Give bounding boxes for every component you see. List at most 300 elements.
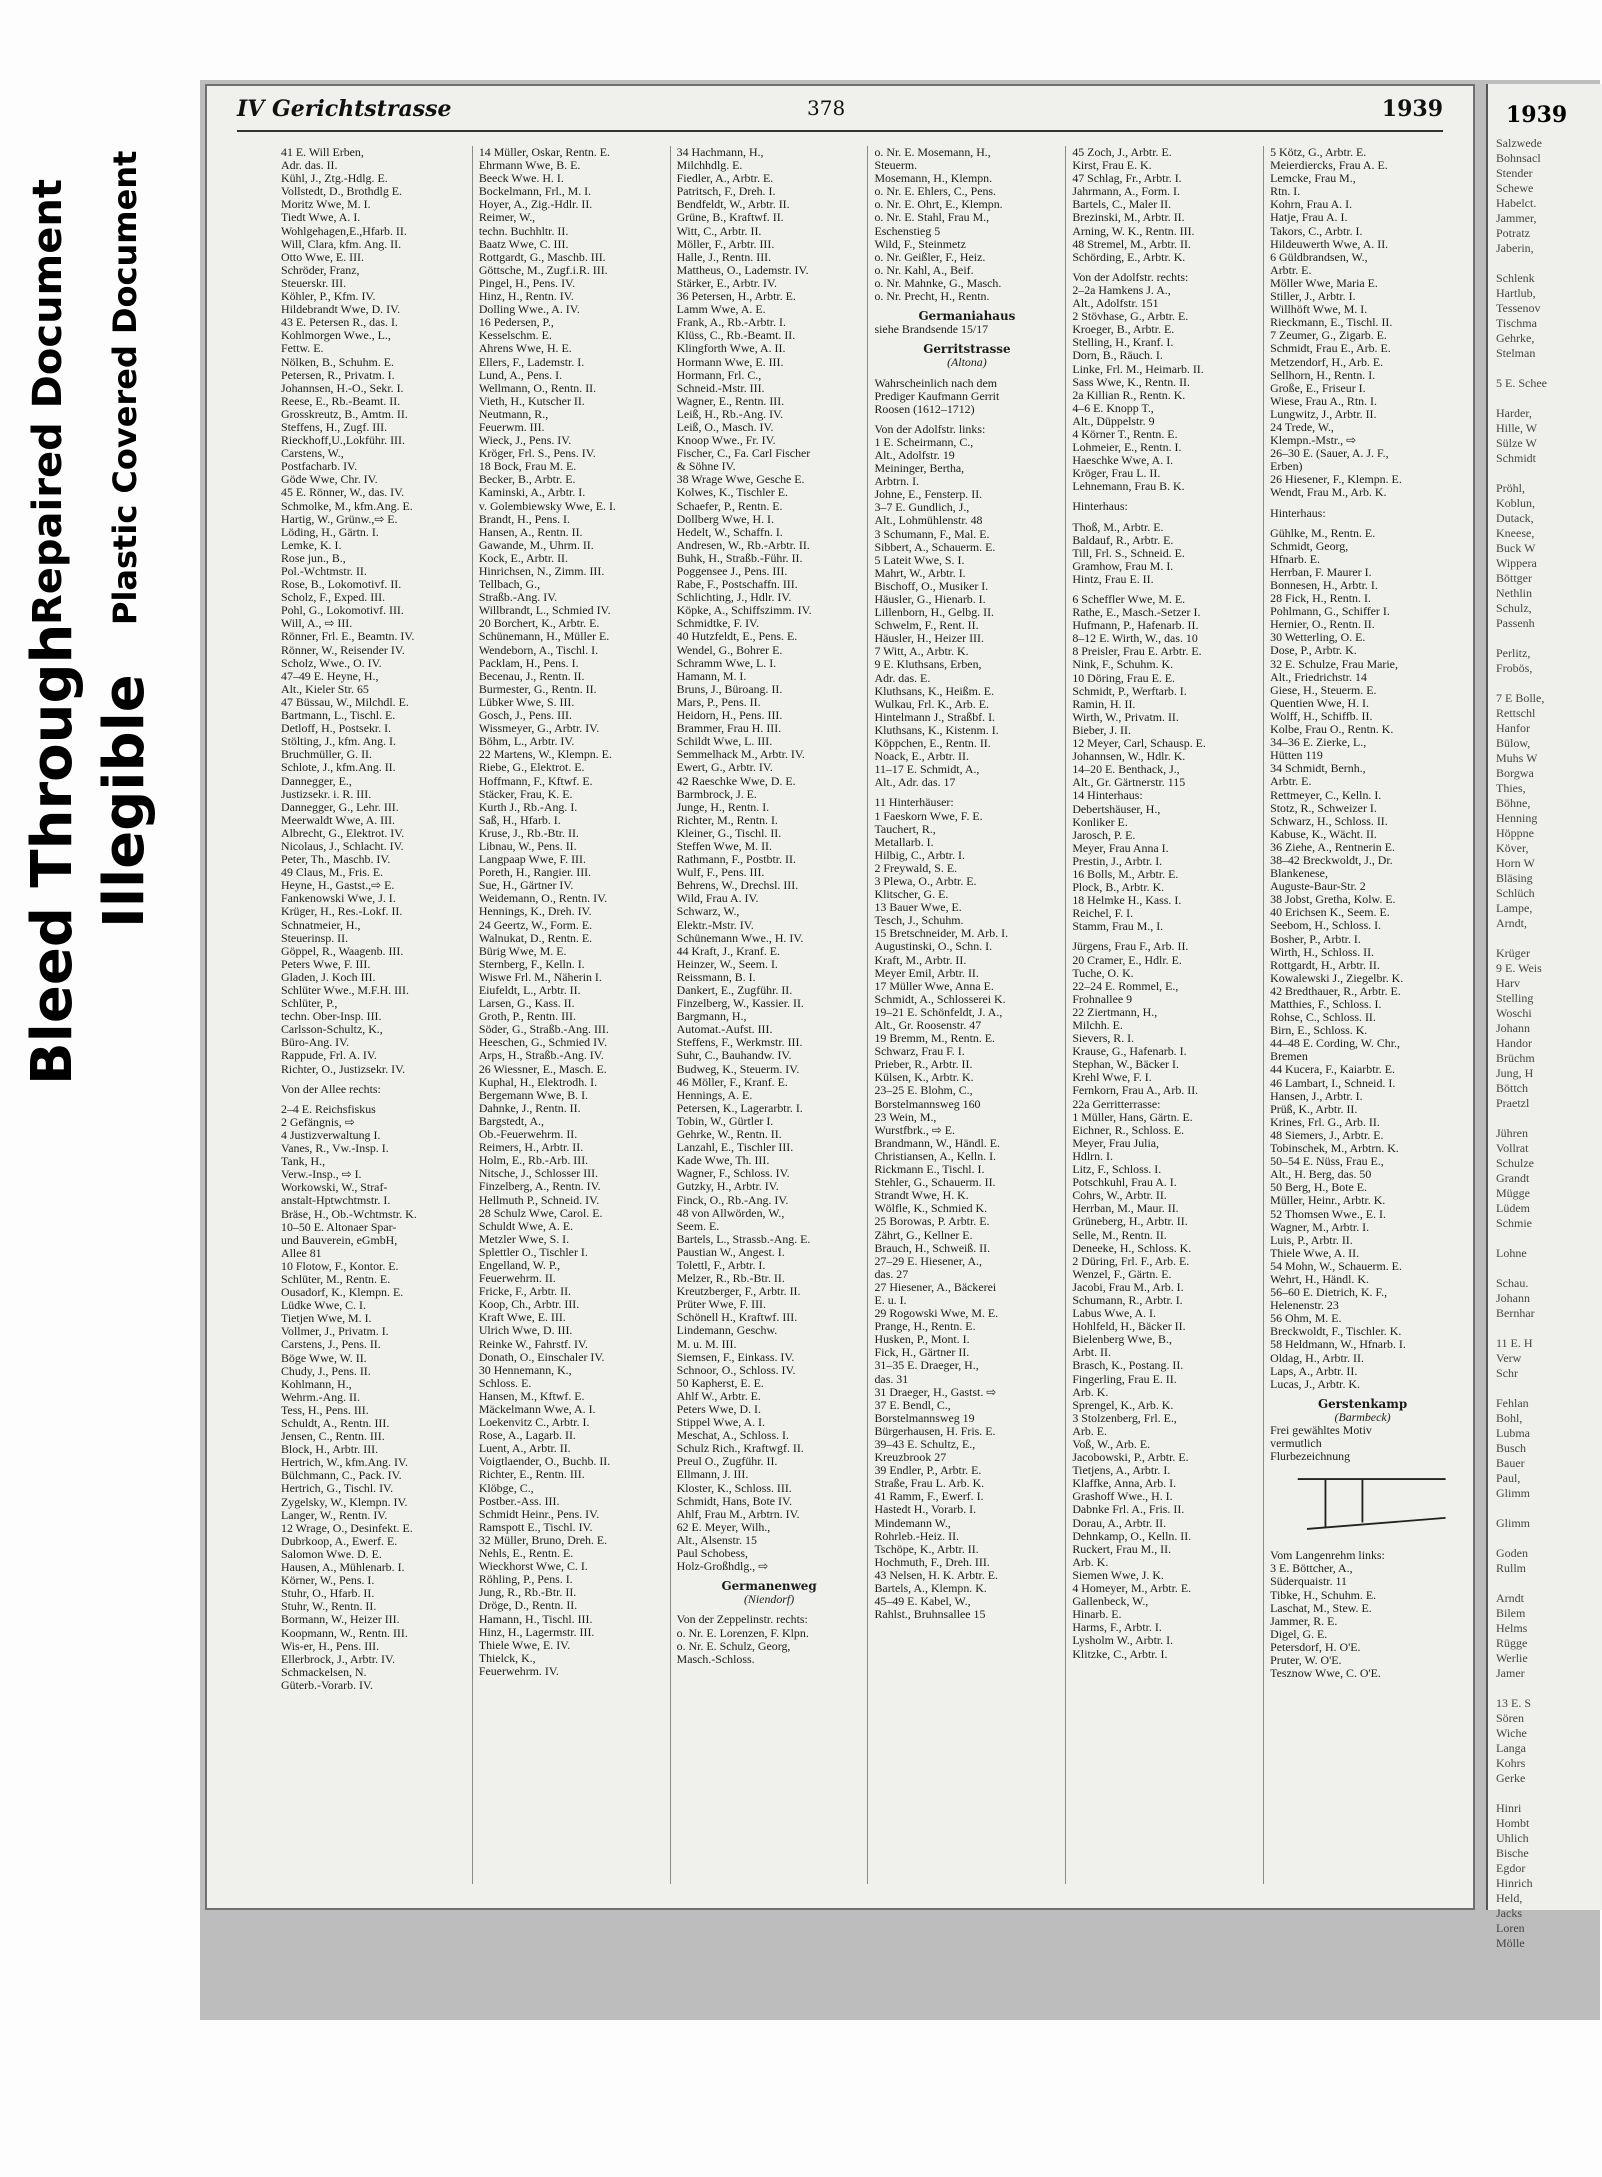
directory-entry: Hernier, O., Rentn. II. xyxy=(1270,617,1375,632)
directory-entry: Tobinschek, M., Arbtrn. K. xyxy=(1270,1141,1399,1156)
directory-entry: Alt., Alsenstr. 15 xyxy=(676,1532,757,1547)
neighbor-line: Jung, H xyxy=(1496,1066,1534,1080)
directory-entry: 26 Hiesener, F., Klempn. E. xyxy=(1270,472,1402,487)
directory-entry: 38 Jobst, Gretha, Kolw. E. xyxy=(1270,892,1396,907)
directory-entry: 10 Döring, Frau E. E. xyxy=(1072,670,1176,685)
directory-entry: 50–54 E. Nüss, Frau E., xyxy=(1270,1154,1384,1169)
directory-entry: Preul O., Zugführ. II. xyxy=(676,1454,778,1469)
directory-entry: Becker, B., Arbtr. E. xyxy=(478,472,576,487)
directory-entry: Finzelberg, W., Kassier. II. xyxy=(676,996,804,1011)
directory-entry: Hedelt, W., Schaffn. I. xyxy=(676,524,783,539)
column-4 xyxy=(868,146,1066,1884)
directory-entry: Schulz Rich., Kraftwgf. II. xyxy=(676,1441,804,1456)
neighbor-line: Bläsing xyxy=(1496,871,1533,885)
directory-entry: Chudy, J., Pens. II. xyxy=(281,1363,371,1378)
directory-entry: Große, E., Friseur I. xyxy=(1270,380,1366,395)
directory-entry: 2 Freywald, S. E. xyxy=(874,860,958,875)
directory-entry: Vollmer, J., Privatm. I. xyxy=(281,1324,389,1339)
directory-entry: Scholz, Wwe., O. IV. xyxy=(281,655,382,670)
directory-entry: E. u. I. xyxy=(874,1292,907,1307)
directory-entry: Richter, O., Justizsekr. IV. xyxy=(281,1061,406,1076)
directory-entry: Mars, P., Pens. II. xyxy=(676,694,761,709)
directory-entry: Holm, E., Rb.-Arb. III. xyxy=(478,1153,589,1168)
directory-entry: Stäcker, Frau, K. E. xyxy=(478,786,573,801)
neighbor-line: Gerke xyxy=(1496,1771,1526,1785)
directory-entry: Jensen, C., Rentn. III. xyxy=(281,1429,385,1444)
directory-entry: Kraft, M., Arbtr. II. xyxy=(874,952,967,967)
directory-entry: Rappude, Frl. A. IV. xyxy=(281,1048,377,1063)
directory-entry: Hohlfeld, H., Bäcker II. xyxy=(1072,1319,1186,1334)
directory-entry: Häusler, H., Heizer III. xyxy=(874,631,984,646)
neighbor-line: Tessenov xyxy=(1496,301,1541,315)
directory-entry: 16 Pedersen, P., xyxy=(478,315,554,330)
directory-entry: Gutzky, H., Arbtr. IV. xyxy=(676,1179,779,1194)
directory-entry: Stiller, J., Arbtr. I. xyxy=(1270,289,1356,304)
directory-entry: Bielenberg Wwe, B., xyxy=(1072,1332,1172,1347)
directory-entry: Jammer, R. E. xyxy=(1270,1613,1338,1628)
directory-entry: 26 Wiessner, E., Masch. E. xyxy=(478,1061,607,1076)
directory-entry: 22a Gerritterrasse: xyxy=(1072,1096,1161,1111)
directory-entry: 47–49 E. Heyne, H., xyxy=(281,668,379,683)
directory-entry: Kade Wwe, Th. III. xyxy=(676,1153,770,1168)
directory-entry: Mäckelmann Wwe, A. I. xyxy=(478,1402,596,1416)
directory-entry: Bruchmüller, G. II. xyxy=(281,747,372,762)
directory-entry: Gosch, J., Pens. III. xyxy=(478,708,572,723)
directory-entry: Büro-Ang. IV. xyxy=(281,1035,350,1050)
directory-entry: Rottgardt, H., Arbtr. II. xyxy=(1270,957,1380,972)
directory-entry: Schlüter, P., xyxy=(281,996,338,1011)
directory-entry: Meschat, A., Schloss. I. xyxy=(676,1428,789,1443)
directory-entry: Schnoor, O., Schloss. IV. xyxy=(676,1362,796,1377)
directory-entry: 50 Kapherst, E. E. xyxy=(676,1375,764,1390)
directory-entry: Workowski, W., Straf- xyxy=(281,1180,388,1195)
directory-entry: Rose jun., B., xyxy=(281,550,346,565)
directory-entry: Güterb.-Vorarb. IV. xyxy=(281,1677,374,1692)
page-header xyxy=(237,96,1443,126)
directory-entry: Milchhdlg. E. xyxy=(676,158,743,173)
directory-entry: Hinterhaus: xyxy=(1072,499,1128,514)
directory-entry: Melzer, R., Rb.-Btr. II. xyxy=(676,1271,785,1286)
directory-entry: Willbrandt, L., Schmied IV. xyxy=(478,603,611,618)
directory-entry: Brandt, H., Pens. I. xyxy=(478,511,570,526)
directory-entry: 56 Ohm, M. E. xyxy=(1270,1311,1342,1326)
directory-entry: Nicolaus, J., Schlacht. IV. xyxy=(281,838,404,853)
directory-entry: Heeschen, G., Schmied IV. xyxy=(478,1035,608,1050)
directory-entry: Donath, O., Einschaler IV. xyxy=(478,1349,605,1364)
directory-entry: Thoß, M., Arbtr. E. xyxy=(1072,519,1164,534)
directory-entry: 43 E. Petersen R., das. I. xyxy=(281,315,398,330)
directory-entry: 3 Stolzenberg, Frl. E., xyxy=(1072,1410,1177,1425)
directory-entry: Pol.-Wchtmstr. II. xyxy=(281,564,367,578)
directory-entry: 38–42 Breckwoldt, J., Dr. xyxy=(1270,852,1393,867)
directory-entry: Zährt, G., Kellner E. xyxy=(874,1227,973,1242)
directory-entry: Matthies, F., Schloss. I. xyxy=(1270,997,1382,1011)
directory-entry: Müller, Heinr., Arbtr. K. xyxy=(1270,1193,1386,1208)
directory-entry: 1 Faeskorn Wwe, F. E. xyxy=(874,808,983,823)
directory-entry: Bartels, A., Klempn. K. xyxy=(874,1581,987,1596)
directory-entry: Ahlf, Frau M., Arbtrn. IV. xyxy=(676,1506,800,1521)
directory-entry: 24 Trede, W., xyxy=(1270,419,1334,434)
neighbor-line: Bilem xyxy=(1496,1606,1526,1620)
directory-entry: Von der Adolfstr. rechts: xyxy=(1072,269,1189,284)
neighbor-line: Schr xyxy=(1496,1366,1518,1380)
directory-entry: Junge, H., Rentn. I. xyxy=(676,799,770,814)
directory-entry: Bülchmann, C., Pack. IV. xyxy=(281,1468,402,1483)
directory-entry: 9 E. Kluthsans, Erben, xyxy=(874,657,982,672)
label-bleed-through: Bleed Through xyxy=(20,623,85,1085)
directory-entry: Eschenstieg 5 xyxy=(874,223,941,238)
directory-entry: Wiese, Frau A., Rtn. I. xyxy=(1270,393,1377,408)
directory-entry: Laps, A., Arbtr. II. xyxy=(1270,1363,1358,1378)
directory-entry: Kohrn, Frau A. I. xyxy=(1270,197,1353,212)
directory-entry: Dehnkamp, O., Kelln. II. xyxy=(1072,1528,1192,1543)
directory-entry: Rahlst., Bruhnsallee 15 xyxy=(874,1607,986,1622)
directory-entry: Becenau, J., Rentn. II. xyxy=(478,668,585,683)
directory-entry: Bargstedt, A., xyxy=(478,1113,545,1128)
directory-entry: Meyer, Frau Anna I. xyxy=(1072,840,1169,855)
directory-entry: Bräse, H., Ob.-Wchtmstr. K. xyxy=(281,1206,417,1221)
directory-entry: Fernkorn, Frau A., Arb. II. xyxy=(1072,1083,1199,1098)
directory-entry: 4 Homeyer, M., Arbtr. E. xyxy=(1072,1581,1192,1596)
directory-entry: Otto Wwe, E. III. xyxy=(281,249,364,264)
directory-entry: Petersen, K., Lagerarbtr. I. xyxy=(676,1100,803,1115)
directory-entry: 41 E. Will Erben, xyxy=(281,145,364,159)
neighbor-line xyxy=(1488,391,1602,406)
directory-entry: Moritz Wwe, M. I. xyxy=(281,197,371,212)
directory-entry: 11–17 E. Schmidt, A., xyxy=(874,762,980,777)
directory-entry: Schaefer, P., Rentn. E. xyxy=(676,498,783,513)
neighbor-line: Langa xyxy=(1496,1741,1526,1755)
directory-entry: Reinke W., Fahrstf. IV. xyxy=(478,1336,588,1351)
directory-entry: Hellmuth P., Schneid. IV. xyxy=(478,1192,600,1207)
directory-entry: Bürig Wwe, M. E. xyxy=(478,943,567,958)
directory-entry: 39 Endler, P., Arbtr. E. xyxy=(874,1463,982,1478)
directory-entry: Breckwoldt, F., Tischler. K. xyxy=(1270,1324,1402,1339)
directory-entry: o. Nr. E. Schulz, Georg, xyxy=(676,1638,791,1653)
neighbor-line: 9 E. Weis xyxy=(1496,961,1542,975)
directory-entry: Lysholm W., Arbtr. I. xyxy=(1072,1633,1174,1648)
directory-entry: Adr. das. E. xyxy=(874,670,931,685)
directory-entry: v. Golembiewsky Wwe, E. I. xyxy=(478,498,616,513)
directory-entry: Rickmann E., Tischl. I. xyxy=(874,1162,985,1177)
directory-entry: Alt., Adolfstr. 151 xyxy=(1072,296,1159,311)
directory-entry: Lübker Wwe, S. III. xyxy=(478,694,575,709)
directory-entry: Thiele Wwe, E. IV. xyxy=(478,1637,571,1652)
directory-entry: Fiedler, A., Arbtr. E. xyxy=(676,171,774,186)
directory-entry: Lindemann, Geschw. xyxy=(676,1323,778,1338)
directory-entry: Gramhow, Frau M. I. xyxy=(1072,558,1174,573)
directory-entry: Meierdiercks, Frau A. E. xyxy=(1270,158,1388,173)
neighbor-line: Woschi xyxy=(1496,1006,1532,1020)
directory-entry: Schramm Wwe, L. I. xyxy=(676,655,777,670)
directory-entry: Till, Frl. S., Schneid. E. xyxy=(1072,545,1185,560)
directory-entry: Alt., H. Berg, das. 50 xyxy=(1270,1167,1372,1182)
directory-entry: Andresen, W., Rb.-Arbtr. II. xyxy=(676,537,810,552)
directory-entry: 50 Berg, H., Bote E. xyxy=(1270,1180,1368,1195)
directory-entry: Rathe, E., Masch.-Setzer I. xyxy=(1072,605,1201,620)
directory-entry: Vollstedt, D., Brothdlg E. xyxy=(281,184,403,199)
directory-entry: Bockelmann, Frl., M. I. xyxy=(478,184,592,199)
neighbor-line: Arndt xyxy=(1496,1591,1524,1605)
directory-entry: Richter, M., Rentn. I. xyxy=(676,812,778,827)
directory-entry: Hansen, J., Arbtr. I. xyxy=(1270,1088,1363,1103)
directory-entry: 8–12 E. Wirth, W., das. 10 xyxy=(1072,631,1198,646)
neighbor-line: Krüger xyxy=(1496,946,1530,960)
directory-entry: Ahlf W., Arbtr. E. xyxy=(676,1388,761,1403)
directory-entry: 31–35 E. Draeger, H., xyxy=(874,1358,979,1373)
directory-entry: Masch.-Schloss. xyxy=(676,1651,755,1666)
neighbor-line: Goden xyxy=(1496,1546,1528,1560)
directory-entry: Lucas, J., Arbtr. K. xyxy=(1270,1376,1360,1391)
directory-entry: Schnatmeier, H., xyxy=(281,917,361,932)
neighbor-line: Borgwa xyxy=(1496,766,1534,780)
directory-entry: o. Nr. Precht, H., Rentn. xyxy=(874,289,990,304)
directory-entry: Lamm Wwe, A. E. xyxy=(676,302,766,317)
directory-entry: 1 Müller, Hans, Gärtn. E. xyxy=(1072,1109,1193,1124)
directory-entry: 8 Preisler, Frau E. Arbtr. E. xyxy=(1072,644,1202,659)
directory-entry: Tschöpe, K., Arbtr. II. xyxy=(874,1541,979,1556)
directory-entry: Hansen, A., Rentn. II. xyxy=(478,524,583,539)
directory-entry: Wölfle, K., Schmied K. xyxy=(874,1201,988,1216)
directory-entry: Loekenvitz C., Arbtr. I. xyxy=(478,1415,590,1430)
directory-entry: Möller Wwe, Maria E. xyxy=(1270,275,1378,290)
directory-entry: Hinrichsen, N., Zimm. III. xyxy=(478,564,605,578)
directory-entry: Larsen, G., Kass. II. xyxy=(478,996,575,1011)
directory-entry: Straße, Frau L. Arb. K. xyxy=(874,1476,985,1491)
page-number: 378 xyxy=(807,96,846,120)
directory-entry: Wehrt, H., Händl. K. xyxy=(1270,1271,1369,1286)
directory-entry: Plock, B., Arbtr. K. xyxy=(1072,880,1165,895)
directory-entry: 7 Witt, A., Arbtr. K. xyxy=(874,644,969,659)
directory-entry: Kolwes, K., Tischler E. xyxy=(676,485,788,500)
directory-entry: Ramin, H. II. xyxy=(1072,696,1136,711)
neighbor-line: Kneese, xyxy=(1496,526,1535,540)
directory-entry: 27–29 E. Hiesener, A., xyxy=(874,1253,982,1268)
directory-entry: 36 Ziehe, A., Rentnerin E. xyxy=(1270,839,1395,854)
directory-entry: Scholz, F., Exped. III. xyxy=(281,590,386,605)
directory-entry: Wahrscheinlich nach dem xyxy=(874,375,998,390)
directory-entry: (Barmbeck) xyxy=(1334,1409,1391,1424)
directory-entry: Steffens, H., Zugf. III. xyxy=(281,419,388,434)
neighbor-line: Schmie xyxy=(1496,1216,1532,1230)
neighbor-line: Bohnsacl xyxy=(1496,151,1541,165)
directory-entry: 46 Möller, F., Kranf. E. xyxy=(676,1074,788,1089)
directory-entry: Külsen, K., Arbtr. K. xyxy=(874,1070,974,1085)
directory-entry: 45 E. Rönner, W., das. IV. xyxy=(281,485,405,500)
neighbor-line: Uhlich xyxy=(1496,1831,1529,1845)
directory-entry: Elektr.-Mstr. IV. xyxy=(676,917,754,932)
directory-entry: Hildeuwerth Wwe, A. II. xyxy=(1270,236,1389,251)
directory-entry: Stotz, R., Schweizer I. xyxy=(1270,800,1377,815)
directory-entry: 47 Büssau, W., Milchdl. E. xyxy=(281,694,409,709)
directory-entry: Bormann, W., Heizer III. xyxy=(281,1612,400,1627)
neighbor-line xyxy=(1488,361,1602,376)
directory-entry: 4 Körner T., Rentn. E. xyxy=(1072,426,1178,441)
directory-entry: Selle, M., Rentn. II. xyxy=(1072,1227,1167,1242)
directory-entry: Hastedt H., Vorarb. I. xyxy=(874,1502,977,1517)
directory-entry: Debertshäuser, H., xyxy=(1072,801,1161,816)
directory-entry: das. 27 xyxy=(874,1266,909,1281)
directory-entry: Prestin, J., Arbtr. I. xyxy=(1072,853,1163,868)
directory-entry: Herrban, M., Maur. II. xyxy=(1072,1201,1179,1216)
neighbor-line: Dutack, xyxy=(1496,511,1534,525)
directory-entry: Kraft Wwe, E. III. xyxy=(478,1310,566,1325)
neighbor-line: Stelman xyxy=(1496,346,1536,360)
directory-entry: Gühlke, M., Rentn. E. xyxy=(1270,525,1376,540)
directory-entry: Flurbezeichnung xyxy=(1270,1449,1351,1464)
directory-entry: Wagner, E., Rentn. III. xyxy=(676,393,785,408)
directory-entry: Tiedt Wwe, A. I. xyxy=(281,210,361,225)
directory-entry: Rohse, C., Schloss. II. xyxy=(1270,1010,1376,1025)
directory-entry: Alt., Gr. Gärtnerstr. 115 xyxy=(1072,775,1186,790)
directory-entry: Wellmann, O., Rentn. II. xyxy=(478,380,597,395)
directory-entry: Nehls, E., Rentn. E. xyxy=(478,1546,574,1561)
directory-entry: Harms, F., Arbtr. I. xyxy=(1072,1620,1162,1635)
directory-entry: Johannsen, W., Hdlr. K. xyxy=(1072,749,1186,764)
street-heading: Gerritstrasse xyxy=(923,342,1011,357)
directory-entry: Prieber, R., Arbtr. II. xyxy=(874,1057,973,1072)
directory-entry: Grüne, B., Kraftwf. II. xyxy=(676,210,784,225)
neighbor-line: Böttger xyxy=(1496,571,1532,585)
directory-entry: Eiufeldt, L., Arbtr. II. xyxy=(478,983,581,997)
directory-entry: Alt., Adolfstr. 19 xyxy=(874,447,955,462)
neighbor-line: Tischma xyxy=(1496,316,1537,330)
directory-entry: Stelling, H., Kranf. I. xyxy=(1072,335,1174,350)
directory-entry: Stuhr, O., Hfarb. II. xyxy=(281,1586,375,1601)
directory-entry: Richter, E., Rentn. III. xyxy=(478,1467,585,1482)
directory-entry: Stölting, J., kfm. Ang. I. xyxy=(281,734,396,749)
directory-entry: Auguste-Baur-Str. 2 xyxy=(1270,879,1366,894)
directory-entry: 3 Schumann, F., Mal. E. xyxy=(874,526,990,541)
directory-entry: 14 Müller, Oskar, Rentn. E. xyxy=(478,145,610,159)
directory-entry: Stehler, G., Schauerm. II. xyxy=(874,1175,996,1190)
directory-entry: Tolettl, F., Arbtr. I. xyxy=(676,1257,766,1272)
directory-entry: Schünemann, H., Müller E. xyxy=(478,629,610,644)
directory-entry: 14–20 E. Benthack, J., xyxy=(1072,762,1180,777)
directory-entry: Patritsch, F., Dreh. I. xyxy=(676,184,776,199)
directory-entry: Finck, O., Rb.-Ang. IV. xyxy=(676,1192,789,1207)
directory-entry: Ob.-Feuerwehrm. II. xyxy=(478,1127,578,1142)
directory-entry: Arps, H., Straßb.-Ang. IV. xyxy=(478,1048,604,1063)
directory-entry: Schünemann Wwe., H. IV. xyxy=(676,930,804,945)
neighbor-line: Gehrke, xyxy=(1496,331,1535,345)
directory-entry: Lohmeier, E., Rentn. I. xyxy=(1072,440,1182,455)
directory-entry: Tank, H., xyxy=(281,1154,326,1169)
directory-entry: Bartmann, L., Tischl. E. xyxy=(281,708,396,723)
directory-entry: Frank, A., Rb.-Arbtr. I. xyxy=(676,315,786,330)
directory-entry: siehe Brandsende 15/17 xyxy=(874,322,989,337)
directory-entry: 23–25 E. Blohm, C., xyxy=(874,1083,973,1098)
directory-entry: Schröder, Franz, xyxy=(281,262,360,277)
neighbor-line: Köver, xyxy=(1496,841,1529,855)
neighbor-line xyxy=(1488,1531,1602,1546)
directory-entry: Jahrmann, A., Form. I. xyxy=(1072,184,1180,199)
directory-entry: Hartig, W., Grünw.,⇨ E. xyxy=(281,511,398,526)
neighbor-line: Böttch xyxy=(1496,1081,1528,1095)
neighbor-line: Rettschl xyxy=(1496,706,1536,720)
directory-entry: Hinz, H., Lagermstr. III. xyxy=(478,1624,595,1639)
header-rule xyxy=(237,130,1443,132)
directory-entry: Alt., Kieler Str. 65 xyxy=(281,681,369,696)
directory-entry: Hausen, A., Mühlenarb. I. xyxy=(281,1560,405,1575)
directory-entry: 32 Müller, Bruno, Dreh. E. xyxy=(478,1532,608,1547)
directory-entry: Göttsche, M., Zugf.i.R. III. xyxy=(478,262,608,277)
directory-entry: Ramspott E., Tischl. IV. xyxy=(478,1519,593,1534)
neighbor-line: Jacks xyxy=(1496,1906,1522,1920)
directory-entry: 16 Bolls, M., Arbtr. E. xyxy=(1072,866,1179,881)
directory-entry: Prange, H., Rentn. E. xyxy=(874,1319,976,1334)
directory-entry: Strandt Wwe, H. K. xyxy=(874,1188,969,1203)
directory-entry: Oldag, H., Arbtr. II. xyxy=(1270,1350,1364,1365)
directory-entry: Dorau, A., Arbtr. II. xyxy=(1072,1515,1167,1530)
directory-entry: Köhler, P., Kfm. IV. xyxy=(281,289,376,304)
directory-entry: Rtn. I. xyxy=(1270,184,1301,199)
directory-entry: 10 Flotow, F., Kontor. E. xyxy=(281,1258,399,1273)
directory-entry: das. 31 xyxy=(874,1371,909,1386)
directory-entry: Schmolke, M., kfm.Ang. E. xyxy=(281,498,413,513)
neighbor-line: Stelling xyxy=(1496,991,1534,1005)
directory-entry: Jürgens, Frau F., Arb. II. xyxy=(1072,939,1189,954)
directory-entry: Ousadorf, K., Klempn. E. xyxy=(281,1285,404,1300)
neighbor-line: Schlenk xyxy=(1496,271,1535,285)
directory-entry: Petersen, R., Privatm. I. xyxy=(281,367,395,382)
directory-entry: Herrban, F. Maurer I. xyxy=(1270,564,1372,579)
directory-entry: Hintelmann J., Straßbf. I. xyxy=(874,709,996,724)
neighbor-line xyxy=(1488,1786,1602,1801)
directory-entry: Ulrich Wwe, D. III. xyxy=(478,1323,573,1338)
neighbor-line: Rügge xyxy=(1496,1636,1528,1650)
directory-entry: Wiswe Frl. M., Näherin I. xyxy=(478,969,602,984)
directory-entry: Noack, E., Arbtr. II. xyxy=(874,749,969,764)
directory-entry: Zygelsky, W., Klempn. IV. xyxy=(281,1494,408,1509)
directory-entry: 23 Wein, M., xyxy=(874,1109,937,1124)
directory-entry: Seebom, H., Schloss. I. xyxy=(1270,918,1382,933)
neighbor-line: Muhs W xyxy=(1496,751,1538,765)
directory-entry: Allee 81 xyxy=(281,1245,322,1260)
directory-entry: Borstelmannsweg 19 xyxy=(874,1410,975,1425)
directory-entry: Kluthsans, K., Kistenm. I. xyxy=(874,722,999,737)
directory-entry: Kaminski, A., Arbtr. I. xyxy=(478,485,586,500)
neighbor-line: Bauer xyxy=(1496,1456,1525,1470)
directory-entry: Heidorn, H., Pens. III. xyxy=(676,708,783,723)
directory-entry: Pingel, H., Pens. IV. xyxy=(478,275,576,290)
directory-entry: Kröger, Frau L. II. xyxy=(1072,466,1161,481)
directory-entry: Grosskreutz, B., Amtm. II. xyxy=(281,406,408,421)
directory-entry: 5 Lateit Wwe, S. I. xyxy=(874,552,965,567)
directory-entry: Klitzke, C., Arbtr. I. xyxy=(1072,1646,1168,1661)
directory-entry: Dose, P., Arbtr. K. xyxy=(1270,643,1357,658)
directory-entry: Block, H., Arbtr. III. xyxy=(281,1442,379,1457)
directory-entry: Brasch, K., Postang. II. xyxy=(1072,1358,1184,1373)
neighbor-line: Egdor xyxy=(1496,1861,1526,1875)
directory-entry: Rönner, W., Reisender IV. xyxy=(281,642,405,657)
neighbor-line: Glimm xyxy=(1496,1486,1531,1500)
neighbor-line: Kohrs xyxy=(1496,1756,1526,1770)
directory-entry: 54 Mohn, W., Schauerm. E. xyxy=(1270,1258,1402,1273)
directory-entry: Nitsche, J., Schlosser III. xyxy=(478,1166,599,1181)
directory-entry: Giese, H., Steuerm. E. xyxy=(1270,682,1377,697)
directory-entry: 22 Martens, W., Klempn. E. xyxy=(478,747,612,762)
neighbor-line: Handor xyxy=(1496,1036,1532,1050)
neighbor-line: Johann xyxy=(1496,1021,1530,1035)
directory-entry: Libnau, W., Pens. II. xyxy=(478,838,577,853)
column-6 xyxy=(1264,146,1461,1884)
directory-entry: Sass Wwe, K., Rentn. II. xyxy=(1072,374,1190,389)
neighbor-line: Henning xyxy=(1496,811,1538,825)
neighbor-line: Koblun, xyxy=(1496,496,1535,510)
directory-entry: Gawande, M., Uhrm. II. xyxy=(478,537,594,552)
directory-entry: Bischoff, O., Musiker I. xyxy=(874,578,989,593)
